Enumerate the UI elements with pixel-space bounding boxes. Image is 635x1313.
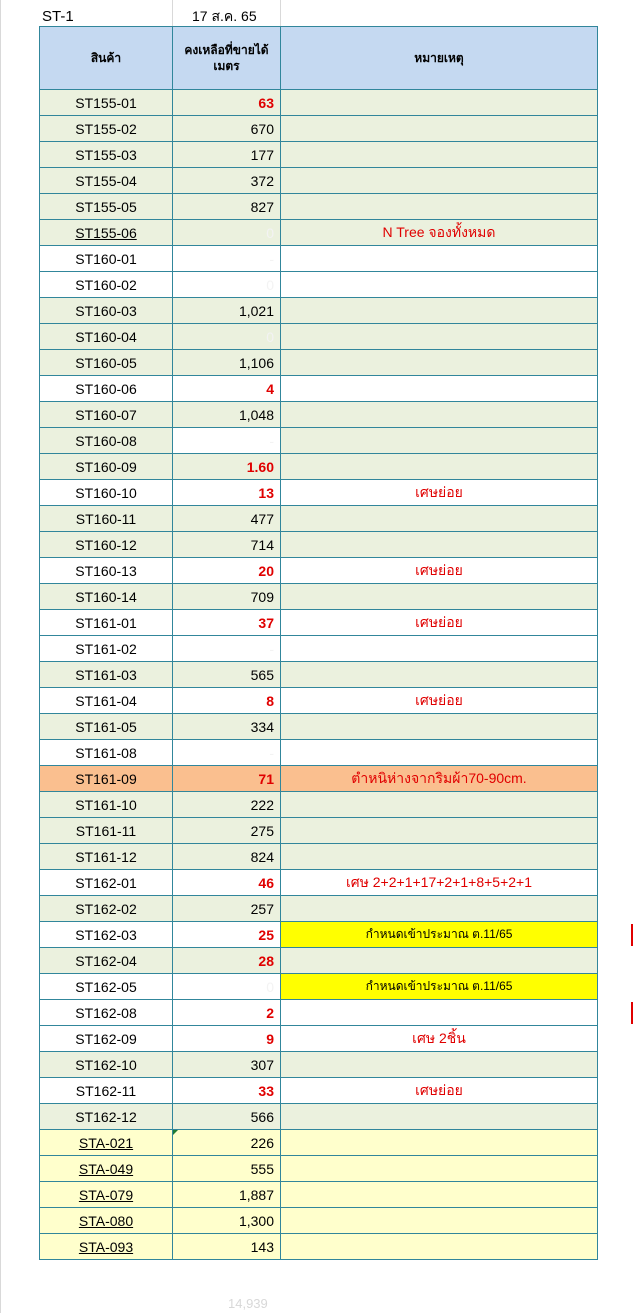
table-row (40, 1182, 598, 1208)
header-remaining-line1: คงเหลือที่ขายได้ (184, 43, 269, 57)
table-row (40, 532, 598, 558)
product-cell[interactable]: ST160-08 (40, 428, 173, 454)
product-cell[interactable]: ST160-13 (40, 558, 173, 584)
note-cell[interactable]: เศษย่อย (281, 480, 598, 506)
table-row (40, 922, 598, 948)
product-cell[interactable]: ST161-09 (40, 766, 173, 792)
table-row (40, 948, 598, 974)
quantity-cell[interactable]: 0 (173, 974, 281, 1000)
table-row (40, 350, 598, 376)
product-cell[interactable]: ST161-12 (40, 844, 173, 870)
product-cell[interactable]: STA-080 (40, 1208, 173, 1234)
note-cell[interactable] (281, 350, 598, 376)
sheet-gridline (0, 0, 1, 1313)
product-cell[interactable]: ST161-10 (40, 792, 173, 818)
quantity-cell[interactable]: 0 (173, 324, 281, 350)
table-row (40, 376, 598, 402)
quantity-cell[interactable]: 143 (173, 1234, 281, 1260)
table-row (40, 428, 598, 454)
table-row (40, 168, 598, 194)
table-row (40, 636, 598, 662)
note-cell[interactable] (281, 90, 598, 116)
sheet-gridline (280, 0, 281, 26)
quantity-cell[interactable]: 9 (173, 1026, 281, 1052)
quantity-cell[interactable]: 2 (173, 1000, 281, 1026)
table-row (40, 766, 598, 792)
product-cell[interactable]: STA-049 (40, 1156, 173, 1182)
product-cell[interactable]: ST162-11 (40, 1078, 173, 1104)
quantity-cell[interactable]: 709 (173, 584, 281, 610)
note-cell[interactable] (281, 1234, 598, 1260)
note-cell[interactable]: เศษ 2ชิ้น (281, 1026, 598, 1052)
note-cell[interactable] (281, 714, 598, 740)
product-cell[interactable]: ST161-05 (40, 714, 173, 740)
table-row (40, 558, 598, 584)
product-cell[interactable]: ST160-10 (40, 480, 173, 506)
quantity-cell[interactable]: 307 (173, 1052, 281, 1078)
note-cell[interactable]: เศษย่อย (281, 1078, 598, 1104)
note-cell[interactable] (281, 1208, 598, 1234)
note-cell[interactable] (281, 662, 598, 688)
table-row (40, 116, 598, 142)
quantity-cell[interactable]: 334 (173, 714, 281, 740)
note-cell[interactable] (281, 818, 598, 844)
product-cell[interactable]: ST162-01 (40, 870, 173, 896)
table-row (40, 90, 598, 116)
note-cell[interactable]: กำหนดเข้าประมาณ ต.11/65 (281, 922, 598, 948)
product-cell[interactable]: ST160-06 (40, 376, 173, 402)
header-remaining-line2: เมตร (213, 59, 240, 73)
note-cell[interactable]: กำหนดเข้าประมาณ ต.11/65 (281, 974, 598, 1000)
table-row (40, 818, 598, 844)
note-cell[interactable]: เศษ 2+2+1+17+2+1+8+5+2+1 (281, 870, 598, 896)
note-cell[interactable] (281, 1156, 598, 1182)
quantity-cell[interactable]: 1,048 (173, 402, 281, 428)
product-cell[interactable]: ST161-02 (40, 636, 173, 662)
note-cell[interactable] (281, 428, 598, 454)
product-cell[interactable]: ST160-04 (40, 324, 173, 350)
header-row (40, 27, 598, 90)
product-cell[interactable]: ST162-12 (40, 1104, 173, 1130)
table-row (40, 714, 598, 740)
note-cell[interactable] (281, 298, 598, 324)
product-cell[interactable]: ST162-03 (40, 922, 173, 948)
quantity-cell[interactable]: 226 (173, 1130, 281, 1156)
product-cell[interactable]: ST160-07 (40, 402, 173, 428)
quantity-cell[interactable]: 33 (173, 1078, 281, 1104)
table-row (40, 1130, 598, 1156)
quantity-cell[interactable]: 827 (173, 194, 281, 220)
product-cell[interactable]: ST161-03 (40, 662, 173, 688)
quantity-cell[interactable]: 670 (173, 116, 281, 142)
table-row (40, 1104, 598, 1130)
quantity-cell[interactable]: 71 (173, 766, 281, 792)
note-cell[interactable]: เศษย่อย (281, 610, 598, 636)
table-row (40, 844, 598, 870)
table-row (40, 974, 598, 1000)
table-row (40, 324, 598, 350)
note-cell[interactable] (281, 272, 598, 298)
note-cell[interactable] (281, 1130, 598, 1156)
product-cell[interactable]: ST161-04 (40, 688, 173, 714)
table-row (40, 1000, 598, 1026)
note-cell[interactable] (281, 246, 598, 272)
quantity-cell[interactable]: 372 (173, 168, 281, 194)
product-cell[interactable]: ST162-02 (40, 896, 173, 922)
quantity-cell[interactable]: 477 (173, 506, 281, 532)
table-row (40, 272, 598, 298)
quantity-cell[interactable]: 25 (173, 922, 281, 948)
product-cell[interactable]: STA-093 (40, 1234, 173, 1260)
quantity-cell[interactable]: 222 (173, 792, 281, 818)
quantity-cell[interactable]: 565 (173, 662, 281, 688)
note-cell[interactable] (281, 402, 598, 428)
product-cell[interactable]: STA-021 (40, 1130, 173, 1156)
product-cell[interactable]: ST160-05 (40, 350, 173, 376)
table-row (40, 1234, 598, 1260)
note-cell[interactable] (281, 896, 598, 922)
product-cell[interactable]: ST160-12 (40, 532, 173, 558)
cell-comment-marker (173, 1130, 178, 1135)
quantity-cell[interactable]: 1.60 (173, 454, 281, 480)
header-note[interactable]: หมายเหตุ (281, 27, 598, 90)
note-cell[interactable] (281, 168, 598, 194)
note-cell[interactable] (281, 142, 598, 168)
stock-table (39, 26, 598, 1260)
quantity-cell[interactable]: 8 (173, 688, 281, 714)
table-row (40, 792, 598, 818)
note-cell[interactable] (281, 324, 598, 350)
table-row (40, 1078, 598, 1104)
quantity-cell[interactable]: 257 (173, 896, 281, 922)
note-cell[interactable] (281, 1000, 598, 1026)
product-cell[interactable]: ST160-02 (40, 272, 173, 298)
table-row (40, 506, 598, 532)
table-row (40, 142, 598, 168)
table-row (40, 402, 598, 428)
header-remaining[interactable] (173, 27, 281, 90)
quantity-cell[interactable]: 0 (173, 272, 281, 298)
total-sum: 14,939 (228, 1296, 268, 1311)
note-cell[interactable] (281, 376, 598, 402)
quantity-cell[interactable]: - (173, 636, 281, 662)
quantity-cell[interactable]: 824 (173, 844, 281, 870)
product-cell[interactable]: ST161-01 (40, 610, 173, 636)
note-cell[interactable] (281, 454, 598, 480)
note-cell[interactable] (281, 116, 598, 142)
product-cell[interactable]: ST162-10 (40, 1052, 173, 1078)
table-row (40, 1156, 598, 1182)
product-cell[interactable]: ST160-01 (40, 246, 173, 272)
quantity-cell[interactable]: 37 (173, 610, 281, 636)
quantity-cell[interactable]: 1,021 (173, 298, 281, 324)
offsheet-red-marker (631, 924, 633, 946)
product-cell[interactable]: ST155-02 (40, 116, 173, 142)
quantity-cell[interactable]: 566 (173, 1104, 281, 1130)
quantity-cell[interactable]: 177 (173, 142, 281, 168)
product-cell[interactable]: ST160-14 (40, 584, 173, 610)
table-row (40, 610, 598, 636)
table-row (40, 662, 598, 688)
note-cell[interactable] (281, 506, 598, 532)
quantity-cell[interactable]: 0 (173, 220, 281, 246)
header-product[interactable]: สินค้า (40, 27, 173, 90)
product-cell[interactable]: ST162-08 (40, 1000, 173, 1026)
product-cell[interactable]: ST161-11 (40, 818, 173, 844)
quantity-cell[interactable]: 4 (173, 376, 281, 402)
quantity-cell[interactable]: - (173, 428, 281, 454)
product-cell[interactable]: ST155-06 (40, 220, 173, 246)
product-cell[interactable]: ST155-03 (40, 142, 173, 168)
note-cell[interactable] (281, 948, 598, 974)
quantity-cell[interactable]: 46 (173, 870, 281, 896)
quantity-cell[interactable]: 28 (173, 948, 281, 974)
product-cell[interactable]: ST162-09 (40, 1026, 173, 1052)
quantity-cell[interactable]: 275 (173, 818, 281, 844)
sheet-label: ST-1 (42, 8, 74, 25)
note-cell[interactable]: เศษย่อย (281, 688, 598, 714)
note-cell[interactable] (281, 636, 598, 662)
product-cell[interactable]: ST160-11 (40, 506, 173, 532)
quantity-cell[interactable]: 13 (173, 480, 281, 506)
note-cell[interactable]: N Tree จองทั้งหมด (281, 220, 598, 246)
quantity-cell[interactable]: 555 (173, 1156, 281, 1182)
product-cell[interactable]: ST155-01 (40, 90, 173, 116)
table-row (40, 1052, 598, 1078)
quantity-cell[interactable]: 1,300 (173, 1208, 281, 1234)
note-cell[interactable] (281, 584, 598, 610)
product-cell[interactable]: ST160-03 (40, 298, 173, 324)
note-cell[interactable] (281, 740, 598, 766)
table-row (40, 220, 598, 246)
product-cell[interactable]: ST160-09 (40, 454, 173, 480)
table-row (40, 688, 598, 714)
table-row (40, 584, 598, 610)
note-cell[interactable] (281, 792, 598, 818)
table-row (40, 896, 598, 922)
table-row (40, 298, 598, 324)
product-cell[interactable]: ST162-04 (40, 948, 173, 974)
product-cell[interactable]: STA-079 (40, 1182, 173, 1208)
sheet-date: 17 ส.ค. 65 (192, 8, 257, 24)
table-row (40, 246, 598, 272)
product-cell[interactable]: ST162-05 (40, 974, 173, 1000)
quantity-cell[interactable]: 714 (173, 532, 281, 558)
quantity-cell[interactable]: - (173, 246, 281, 272)
product-cell[interactable]: ST155-04 (40, 168, 173, 194)
note-cell[interactable]: ตำหนิห่างจากริมผ้า70-90cm. (281, 766, 598, 792)
table-row (40, 740, 598, 766)
quantity-cell[interactable]: 1,106 (173, 350, 281, 376)
table-row (40, 454, 598, 480)
quantity-cell[interactable]: 63 (173, 90, 281, 116)
product-cell[interactable]: ST155-05 (40, 194, 173, 220)
note-cell[interactable]: เศษย่อย (281, 558, 598, 584)
table-row (40, 480, 598, 506)
quantity-cell[interactable]: - (173, 740, 281, 766)
note-cell[interactable] (281, 1052, 598, 1078)
offsheet-red-marker (631, 1002, 633, 1024)
table-row (40, 194, 598, 220)
quantity-cell[interactable]: 1,887 (173, 1182, 281, 1208)
note-cell[interactable] (281, 1104, 598, 1130)
table-row (40, 1026, 598, 1052)
note-cell[interactable] (281, 532, 598, 558)
note-cell[interactable] (281, 194, 598, 220)
note-cell[interactable] (281, 1182, 598, 1208)
table-row (40, 870, 598, 896)
sheet-gridline (172, 0, 173, 26)
product-cell[interactable]: ST161-08 (40, 740, 173, 766)
table-row (40, 1208, 598, 1234)
note-cell[interactable] (281, 844, 598, 870)
quantity-cell[interactable]: 20 (173, 558, 281, 584)
